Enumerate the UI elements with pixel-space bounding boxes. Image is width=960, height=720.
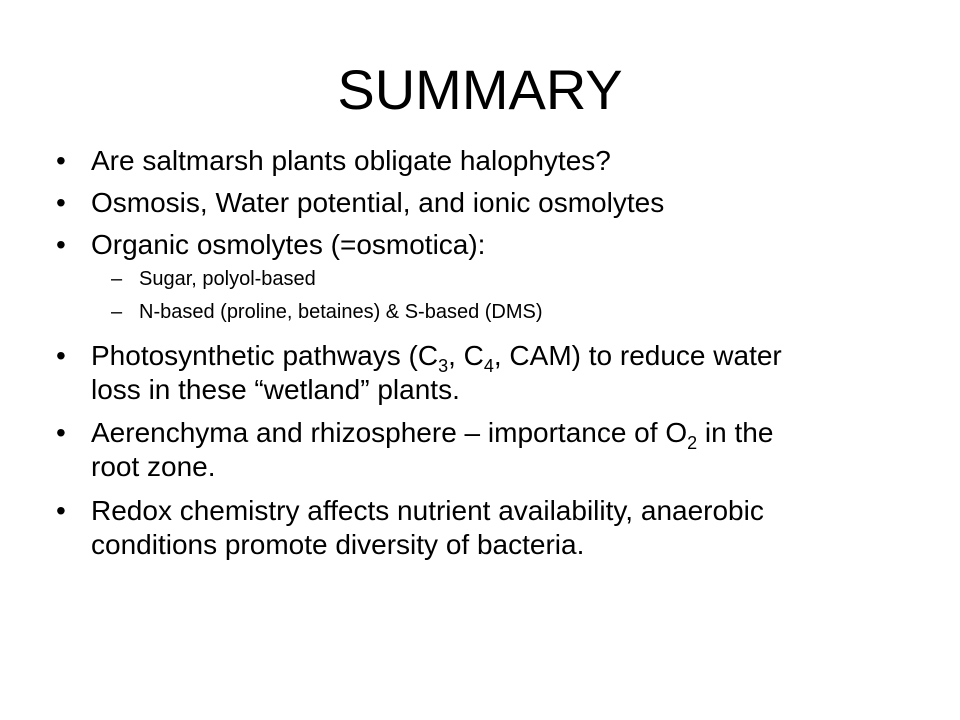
bullet-text-part: , CAM) to reduce water	[493, 340, 782, 371]
sub-bullet-text: N-based (proline, betaines) & S-based (DMS)	[139, 301, 543, 323]
bullet-text-part: root zone.	[91, 451, 216, 482]
dash-marker: –	[111, 268, 123, 290]
bullet-text-part: Redox chemistry affects nutrient availability, anaerobic	[91, 495, 764, 526]
slide-title: SUMMARY	[337, 58, 623, 121]
bullet-text	[91, 494, 911, 562]
bullet-marker: •	[56, 417, 66, 448]
subscript: 3	[438, 356, 449, 376]
bullet-text	[91, 339, 911, 407]
subscript: 4	[483, 356, 494, 376]
subscript: 2	[687, 433, 698, 453]
bullet-text: Are saltmarsh plants obligate halophytes?	[91, 145, 611, 176]
bullet-marker: •	[56, 340, 66, 371]
bullet-text-part: in the	[697, 417, 774, 448]
bullet-text-part: conditions promote diversity of bacteria.	[91, 529, 585, 560]
bullet-text: Organic osmolytes (=osmotica):	[91, 229, 486, 260]
bullet-text-part: Aerenchyma and rhizosphere – importance of O	[91, 417, 688, 448]
bullet-marker: •	[56, 495, 66, 526]
bullet-text-part: Photosynthetic pathways (C	[91, 340, 439, 371]
bullet-marker: •	[56, 187, 66, 218]
bullet-marker: •	[56, 145, 66, 176]
sub-bullet-text: Sugar, polyol-based	[139, 268, 316, 290]
bullet-text: Osmosis, Water potential, and ionic osmolytes	[91, 187, 665, 218]
bullet-text-part: loss in these “wetland” plants.	[91, 374, 460, 405]
bullet-text-part: , C	[448, 340, 484, 371]
dash-marker: –	[111, 301, 123, 323]
bullet-marker: •	[56, 229, 66, 260]
bullet-text	[91, 416, 911, 484]
